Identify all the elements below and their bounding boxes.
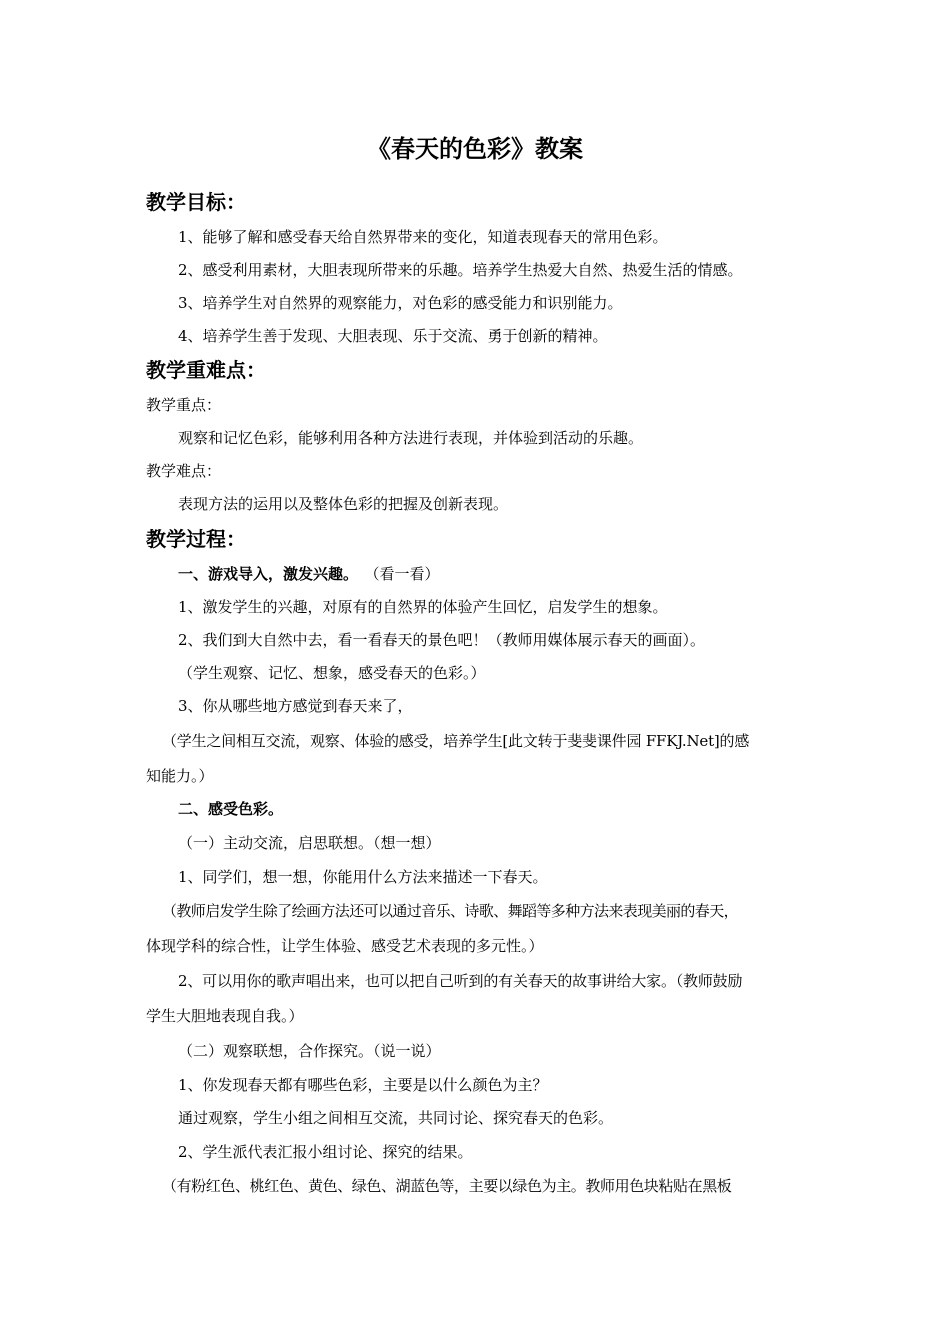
focus-text: 观察和记忆色彩，能够利用各种方法进行表现，并体验到活动的乐趣。 xyxy=(178,429,644,447)
section2-line: 2、可以用你的歌声唱出来，也可以把自己听到的有关春天的故事讲给大家。（教师鼓励 xyxy=(178,972,743,990)
page-title: 《春天的色彩》教案 xyxy=(367,134,583,163)
section2-line: 学生大胆地表现自我。） xyxy=(146,1007,304,1025)
difficulty-text: 表现方法的运用以及整体色彩的把握及创新表现。 xyxy=(178,495,509,513)
section1-line: 2、我们到大自然中去，看一看春天的景色吧！（教师用媒体展示春天的画面）。 xyxy=(178,631,706,649)
objectives-heading: 教学目标： xyxy=(146,190,246,214)
section1-line: 知能力。） xyxy=(146,767,214,785)
objective-item: 1、能够了解和感受春天给自然界带来的变化，知道表现春天的常用色彩。 xyxy=(178,228,668,246)
section2-line: 1、同学们，想一想，你能用什么方法来描述一下春天。 xyxy=(178,868,548,886)
section1-line: （学生观察、记忆、想象，感受春天的色彩。） xyxy=(178,664,486,682)
section2-line: （一）主动交流，启思联想。（想一想） xyxy=(178,834,441,852)
key-points-heading: 教学重难点： xyxy=(146,358,266,382)
section2-line: （有粉红色、桃红色、黄色、绿色、湖蓝色等，主要以绿色为主。教师用色块粘贴在黑板 xyxy=(162,1177,732,1195)
section2-line: 1、你发现春天都有哪些色彩，主要是以什么颜色为主？ xyxy=(178,1076,548,1094)
section2-line: （二）观察联想，合作探究。（说一说） xyxy=(178,1042,441,1060)
section1-header xyxy=(178,564,440,584)
section2-line: 通过观察，学生小组之间相互交流，共同讨论、探究春天的色彩。 xyxy=(178,1109,614,1127)
process-heading: 教学过程： xyxy=(146,527,246,551)
section2-line: 体现学科的综合性，让学生体验、感受艺术表现的多元性。） xyxy=(146,937,544,955)
section2-title: 二、感受色彩。 xyxy=(178,800,284,818)
objective-item: 2、感受利用素材，大胆表现所带来的乐趣。培养学生热爱大自然、热爱生活的情感。 xyxy=(178,261,743,279)
objective-item: 4、培养学生善于发现、大胆表现、乐于交流、勇于创新的精神。 xyxy=(178,327,608,345)
section1-line: 3、你从哪些地方感觉到春天来了， xyxy=(178,697,413,715)
section1-title: 一、游戏导入，激发兴趣。 xyxy=(178,565,359,583)
focus-label: 教学重点： xyxy=(146,396,222,414)
objective-item: 3、培养学生对自然界的观察能力，对色彩的感受能力和识别能力。 xyxy=(178,294,623,312)
section1-line: 1、激发学生的兴趣，对原有的自然界的体验产生回忆，启发学生的想象。 xyxy=(178,598,668,616)
section2-line: （教师启发学生除了绘画方法还可以通过音乐、诗歌、舞蹈等多种方法来表现美丽的春天， xyxy=(162,902,739,920)
difficulty-label: 教学难点： xyxy=(146,462,222,480)
section1-line: （学生之间相互交流，观察、体验的感受，培养学生[此文转于斐斐课件园 FFKJ.Net]的感 xyxy=(162,732,750,750)
section1-note: （看一看） xyxy=(372,565,440,583)
section2-line: 2、学生派代表汇报小组讨论、探究的结果。 xyxy=(178,1143,473,1161)
